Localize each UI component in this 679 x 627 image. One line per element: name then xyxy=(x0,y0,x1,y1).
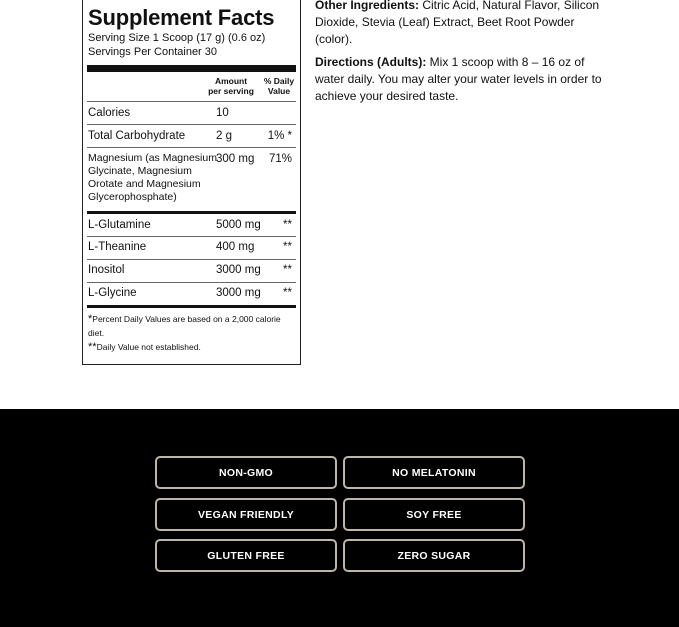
daily-value-header-line2: Value xyxy=(267,86,291,96)
nutrient-name xyxy=(88,152,217,204)
product-info-text xyxy=(315,0,605,111)
nutrient-amount: 5000 mg xyxy=(216,219,261,231)
nutrient-name: L-Glutamine xyxy=(88,219,151,231)
nutrient-name: Inositol xyxy=(88,264,125,276)
nutrient-name-line: Magnesium (as Magnesium xyxy=(88,152,217,164)
footnote-star: * xyxy=(88,313,93,325)
nutrient-daily-value: 1% * xyxy=(267,130,292,142)
badge-zero-sugar: ZERO SUGAR xyxy=(343,539,525,572)
badge-vegan-friendly: VEGAN FRIENDLY xyxy=(155,498,337,531)
daily-value-header-line1: % Daily xyxy=(263,76,295,86)
directions-text: Mix 1 scoop with 8 – 16 oz of water daily. You may alter your water levels in order to achieve your desired taste. xyxy=(315,55,602,103)
nutrient-amount: 2 g xyxy=(216,130,232,142)
serving-size: Serving Size 1 Scoop (17 g) (0.6 oz) xyxy=(88,32,266,44)
other-ingredients-label: Other Ingredients: xyxy=(315,0,420,12)
amount-header-line1: Amount xyxy=(214,76,248,86)
badge-gluten-free: GLUTEN FREE xyxy=(155,539,337,572)
supplement-facts-title: Supplement Facts xyxy=(88,5,275,30)
nutrient-daily-value: 71% xyxy=(268,153,292,165)
nutrient-daily-value: ** xyxy=(283,287,292,299)
badge-soy-free: SOY FREE xyxy=(343,498,525,531)
nutrient-row-magnesium xyxy=(87,148,296,211)
nutrient-row-inositol xyxy=(87,260,296,282)
footnote-star: ** xyxy=(88,341,97,353)
nutrient-row-glutamine xyxy=(87,214,296,236)
directions xyxy=(315,54,605,105)
nutrient-row-calories xyxy=(87,102,296,124)
thick-divider xyxy=(87,305,296,308)
footnote-text: Percent Daily Values are based on a 2,000 calorie diet. xyxy=(88,314,281,338)
badge-non-gmo: NON-GMO xyxy=(155,456,337,489)
amount-header xyxy=(205,76,257,96)
footnote-not-established xyxy=(88,340,296,354)
supplement-facts-panel xyxy=(82,0,301,365)
other-ingredients xyxy=(315,0,605,48)
nutrient-name: L-Theanine xyxy=(88,241,147,253)
footnote-text: Daily Value not established. xyxy=(96,342,201,352)
footnote-percent-daily xyxy=(88,312,296,340)
nutrient-name-line: Glycinate, Magnesium xyxy=(88,165,192,177)
nutrient-row-theanine xyxy=(87,237,296,259)
nutrient-name: L-Glycine xyxy=(88,287,137,299)
nutrient-name-line: Orotate and Magnesium xyxy=(88,178,201,190)
nutrient-name-line: Glycerophosphate) xyxy=(88,191,177,203)
nutrient-name: Total Carbohydrate xyxy=(88,130,186,142)
thick-divider xyxy=(87,65,296,72)
nutrient-amount: 300 mg xyxy=(216,153,255,165)
nutrient-daily-value: ** xyxy=(283,241,292,253)
daily-value-header xyxy=(259,76,299,96)
nutrient-amount: 400 mg xyxy=(216,241,255,253)
other-ingredients-text: Citric Acid, Natural Flavor, Silicon Dioxide, Stevia (Leaf) Extract, Beet Root Powder (color). xyxy=(315,0,600,46)
nutrient-amount: 3000 mg xyxy=(216,264,261,276)
badge-no-melatonin: NO MELATONIN xyxy=(343,456,525,489)
nutrient-row-carbohydrate xyxy=(87,125,296,147)
footnotes xyxy=(87,312,296,354)
amount-header-line2: per serving xyxy=(208,86,254,96)
nutrient-daily-value: ** xyxy=(283,264,292,276)
servings-per-container: Servings Per Container 30 xyxy=(88,46,218,58)
nutrient-daily-value: ** xyxy=(283,219,292,231)
feature-badges-banner xyxy=(0,409,679,627)
directions-label: Directions (Adults): xyxy=(315,55,427,69)
column-headers xyxy=(87,72,296,101)
nutrient-name: Calories xyxy=(88,107,131,119)
nutrient-amount: 10 xyxy=(216,107,229,119)
nutrient-amount: 3000 mg xyxy=(216,287,261,299)
nutrient-row-glycine xyxy=(87,283,296,305)
